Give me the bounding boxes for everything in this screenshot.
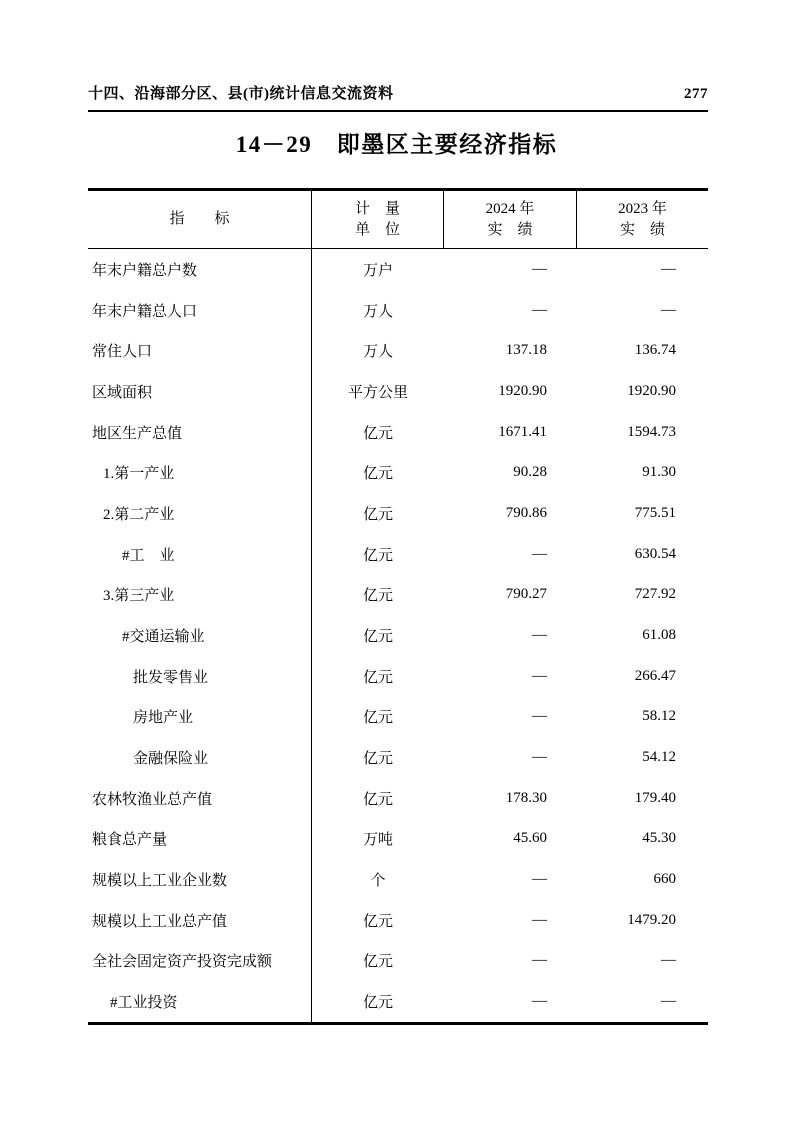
unit-cell: 亿元 xyxy=(362,913,393,930)
col-header-unit-line2: 单 位 xyxy=(354,221,400,238)
table-row xyxy=(88,371,708,412)
indicator-cell: 规模以上工业企业数 xyxy=(88,859,312,900)
running-head-text: 十四、沿海部分区、县(市)统计信息交流资料 xyxy=(88,86,394,102)
value-2024-cell: 90.28 xyxy=(513,464,547,481)
col-header-unit xyxy=(312,191,444,248)
value-2023-cell: — xyxy=(661,992,676,1009)
value-2024-cell: — xyxy=(532,260,547,277)
indicator-cell: 3.第三产业 xyxy=(88,574,312,615)
indicator-cell: 年末户籍总户数 xyxy=(88,249,312,290)
unit-cell: 亿元 xyxy=(362,506,393,523)
indicator-cell: #工 业 xyxy=(88,534,312,575)
value-2023-cell: 61.08 xyxy=(642,626,676,643)
table-row xyxy=(88,452,708,493)
value-2024-cell: 1920.90 xyxy=(498,382,547,399)
unit-cell: 亿元 xyxy=(362,588,393,605)
table-row xyxy=(88,290,708,331)
value-2023-cell: 266.47 xyxy=(634,667,676,684)
unit-cell: 亿元 xyxy=(362,791,393,808)
value-2023-cell: 1594.73 xyxy=(627,423,676,440)
indicator-cell: #工业投资 xyxy=(88,981,312,1022)
unit-cell: 亿元 xyxy=(362,628,393,645)
value-2024-cell: — xyxy=(532,992,547,1009)
table-row xyxy=(88,900,708,941)
page-number: 277 xyxy=(684,86,708,102)
col-header-unit-line1: 计 量 xyxy=(354,200,400,217)
value-2023-cell: — xyxy=(661,260,676,277)
unit-cell: 亿元 xyxy=(362,954,393,971)
page-title: 14－29 即墨区主要经济指标 xyxy=(235,132,558,157)
value-2023-cell: 775.51 xyxy=(634,504,676,521)
value-2024-cell: — xyxy=(532,667,547,684)
unit-cell: 亿元 xyxy=(362,994,393,1011)
value-2023-cell: 136.74 xyxy=(634,342,676,359)
indicator-cell: 1.第一产业 xyxy=(88,452,312,493)
table-row xyxy=(88,981,708,1022)
unit-cell: 个 xyxy=(370,872,386,889)
value-2023-cell: 91.30 xyxy=(642,464,676,481)
indicator-cell: 规模以上工业总产值 xyxy=(88,900,312,941)
value-2024-cell: — xyxy=(532,626,547,643)
unit-cell: 万吨 xyxy=(362,832,393,849)
table-row xyxy=(88,696,708,737)
table-row xyxy=(88,330,708,371)
value-2024-cell: — xyxy=(532,911,547,928)
value-2023-cell: 58.12 xyxy=(642,708,676,725)
indicators-table xyxy=(88,188,708,1025)
indicator-cell: 地区生产总值 xyxy=(88,412,312,453)
value-2024-cell: 178.30 xyxy=(505,789,547,806)
value-2023-cell: — xyxy=(661,301,676,318)
unit-cell: 亿元 xyxy=(362,425,393,442)
table-row xyxy=(88,249,708,290)
table-row xyxy=(88,859,708,900)
col-header-2024 xyxy=(444,191,577,248)
value-2024-cell: — xyxy=(532,708,547,725)
value-2023-cell: 54.12 xyxy=(642,748,676,765)
indicator-cell: 区域面积 xyxy=(88,371,312,412)
col-header-indicator-label: 指 标 xyxy=(169,211,230,227)
value-2024-cell: 790.86 xyxy=(505,504,547,521)
table-row xyxy=(88,412,708,453)
unit-cell: 万人 xyxy=(362,344,393,361)
value-2024-cell: — xyxy=(532,952,547,969)
value-2023-cell: 727.92 xyxy=(634,586,676,603)
header-rule xyxy=(88,110,708,112)
table-header-row xyxy=(88,188,708,249)
unit-cell: 平方公里 xyxy=(347,384,408,401)
col-header-2024-line1: 2024 年 xyxy=(485,200,535,217)
value-2023-cell: 1920.90 xyxy=(627,382,676,399)
value-2023-cell: 630.54 xyxy=(634,545,676,562)
table-row xyxy=(88,574,708,615)
unit-cell: 亿元 xyxy=(362,750,393,767)
col-header-2023-line2: 实 绩 xyxy=(619,221,665,238)
table-row xyxy=(88,818,708,859)
value-2023-cell: 660 xyxy=(653,870,676,887)
table-row xyxy=(88,737,708,778)
indicator-cell: 金融保险业 xyxy=(88,737,312,778)
indicator-cell: 农林牧渔业总产值 xyxy=(88,778,312,819)
value-2023-cell: 45.30 xyxy=(642,830,676,847)
table-row xyxy=(88,493,708,534)
indicator-cell: 粮食总产量 xyxy=(88,818,312,859)
table-row xyxy=(88,534,708,575)
unit-cell: 亿元 xyxy=(362,710,393,727)
value-2024-cell: 45.60 xyxy=(513,830,547,847)
value-2024-cell: — xyxy=(532,870,547,887)
unit-cell: 亿元 xyxy=(362,669,393,686)
unit-cell: 亿元 xyxy=(362,466,393,483)
table-row xyxy=(88,778,708,819)
running-head xyxy=(88,82,708,103)
indicator-cell: 全社会固定资产投资完成额 xyxy=(88,940,312,981)
value-2024-cell: — xyxy=(532,545,547,562)
value-2024-cell: 137.18 xyxy=(505,342,547,359)
indicator-cell: 批发零售业 xyxy=(88,656,312,697)
value-2023-cell: 1479.20 xyxy=(627,911,676,928)
unit-cell: 万户 xyxy=(362,262,393,279)
table-body xyxy=(88,249,708,1025)
col-header-2024-line2: 实 绩 xyxy=(487,221,533,238)
table-row xyxy=(88,656,708,697)
value-2024-cell: 1671.41 xyxy=(498,423,547,440)
table-row xyxy=(88,615,708,656)
unit-cell: 亿元 xyxy=(362,547,393,564)
col-header-2023-line1: 2023 年 xyxy=(618,200,667,217)
indicator-cell: 房地产业 xyxy=(88,696,312,737)
col-header-indicator xyxy=(88,191,312,248)
value-2023-cell: 179.40 xyxy=(634,789,676,806)
value-2024-cell: — xyxy=(532,301,547,318)
indicator-cell: 年末户籍总人口 xyxy=(88,290,312,331)
indicator-cell: 常住人口 xyxy=(88,330,312,371)
indicator-cell: #交通运输业 xyxy=(88,615,312,656)
value-2024-cell: — xyxy=(532,748,547,765)
unit-cell: 万人 xyxy=(362,303,393,320)
value-2024-cell: 790.27 xyxy=(505,586,547,603)
indicator-cell: 2.第二产业 xyxy=(88,493,312,534)
col-header-2023 xyxy=(577,191,708,248)
value-2023-cell: — xyxy=(661,952,676,969)
table-row xyxy=(88,940,708,981)
